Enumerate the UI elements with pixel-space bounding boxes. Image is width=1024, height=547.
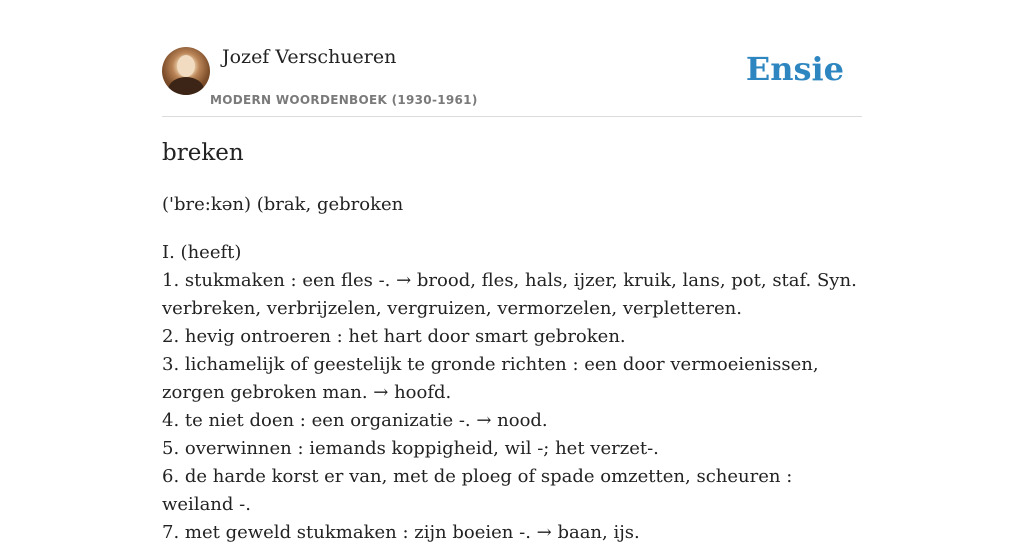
avatar-face	[177, 55, 195, 77]
definition-line: 1. stukmaken : een fles -. → brood, fles, hals, ijzer, kruik, lans, pot, staf. Syn. verbreken, verbrijzelen, vergruizen, vermorzelen, verpletteren.	[162, 270, 857, 319]
avatar-body	[168, 77, 204, 95]
author-name[interactable]: Jozef Verschueren	[222, 46, 397, 68]
source-label[interactable]: MODERN WOORDENBOEK (1930-1961)	[210, 93, 478, 107]
definition-line: 6. de harde korst er van, met de ploeg of spade omzetten, scheuren : weiland -.	[162, 466, 793, 515]
definition-line: 5. overwinnen : iemands koppigheid, wil -; het verzet-.	[162, 438, 659, 459]
definition-line: 2. hevig ontroeren : het hart door smart gebroken.	[162, 326, 626, 347]
definition-line: 7. met geweld stukmaken : zijn boeien -. → baan, ijs.	[162, 522, 640, 543]
definition-line: 3. lichamelijk of geestelijk te gronde richten : een door vermoeienissen, zorgen gebroken man. → hoofd.	[162, 354, 819, 403]
entry-header	[162, 0, 862, 117]
entry-term: breken	[162, 140, 244, 166]
brand-logo[interactable]: Ensie	[745, 50, 844, 88]
definition-list	[162, 239, 862, 547]
entry-page	[162, 0, 862, 543]
definition-line: I. (heeft)	[162, 242, 242, 263]
entry-pronunciation: ('bre:kən) (brak, gebroken	[162, 194, 404, 215]
definition-line: 4. te niet doen : een organizatie -. → nood.	[162, 410, 548, 431]
author-avatar[interactable]	[162, 47, 210, 95]
